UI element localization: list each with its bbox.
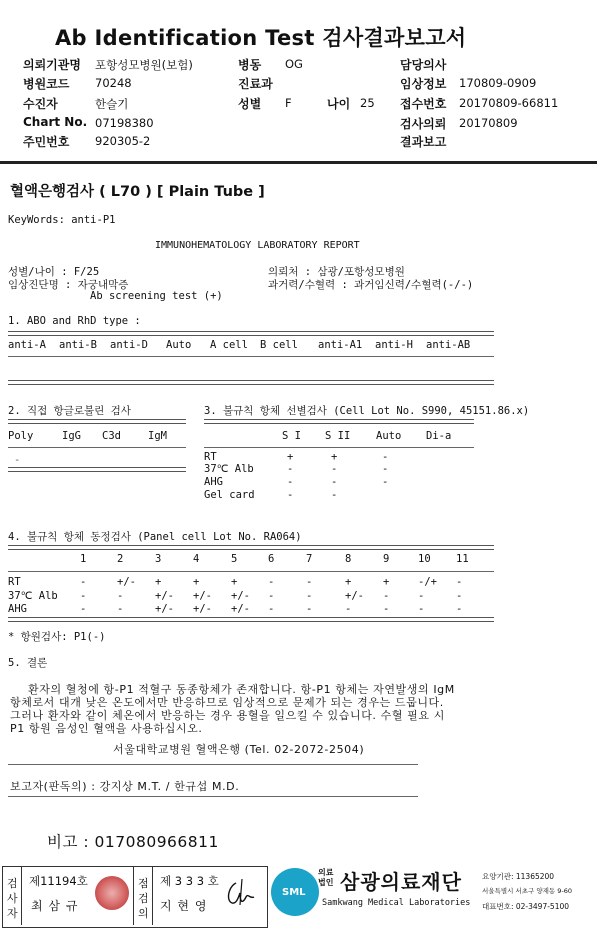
- header-label: 성별: [238, 97, 262, 111]
- panel-cell: +/-: [155, 590, 174, 602]
- dat-col: IgG: [62, 430, 81, 442]
- panel-cell: +/-: [193, 590, 212, 602]
- screen-col: S II: [325, 430, 351, 442]
- panel-cell: -/+: [418, 576, 437, 588]
- dat-col: IgM: [148, 430, 167, 442]
- abo-col: anti-H: [375, 339, 413, 351]
- panel-row-label: 37℃ Alb: [8, 590, 58, 602]
- section-title: 혈액은행검사 ( L70 ) [ Plain Tube ]: [10, 184, 265, 200]
- panel-cell: +/-: [345, 590, 364, 602]
- org-name: 삼광의료재단: [340, 870, 462, 894]
- divider: [8, 447, 186, 448]
- abo-col: anti-AB: [426, 339, 471, 351]
- divider: [8, 467, 186, 472]
- screen-cell: +: [331, 451, 338, 463]
- panel-cell: -: [306, 603, 313, 615]
- org-code: 요양기관: 11365200: [482, 872, 555, 881]
- org-en: Samkwang Medical Laboratories: [322, 898, 471, 908]
- panel-row-label: AHG: [8, 603, 27, 615]
- divider: [8, 545, 494, 550]
- panel-row-label: RT: [8, 576, 21, 588]
- header-value: 한슬기: [95, 97, 129, 111]
- screen-row-label: Gel card: [204, 489, 255, 501]
- panel-cell: -: [117, 590, 124, 602]
- divider: [8, 419, 186, 424]
- header-value: OG: [285, 57, 303, 71]
- panel-col: 7: [306, 553, 313, 565]
- panel-cell: -: [456, 576, 463, 588]
- panel-cell: +: [193, 576, 200, 588]
- screen-cell: +: [287, 451, 294, 463]
- reviewer-label: 의: [138, 907, 149, 920]
- conclusion-line: 환자의 혈청에 항-P1 적혈구 동종항체가 존재합니다. 항-P1 항체는 자연발생의 IgM: [28, 683, 455, 696]
- panel-cell: -: [117, 603, 124, 615]
- screen-row-label: 37℃ Alb: [204, 463, 254, 475]
- header-value: 25: [360, 96, 375, 110]
- panel-col: 6: [268, 553, 275, 565]
- header-label: 담당의사: [400, 58, 447, 72]
- header-label: 주민번호: [23, 135, 70, 149]
- panel-cell: -: [383, 603, 390, 615]
- header-label: 검사의뢰: [400, 117, 447, 131]
- tester-name: 최 삼 규: [31, 899, 79, 913]
- divider: [8, 617, 494, 622]
- panel-cell: +/-: [231, 603, 250, 615]
- abo-col: Auto: [166, 339, 192, 351]
- panel-col: 11: [456, 553, 469, 565]
- screen-cell: -: [287, 476, 294, 488]
- header-label: 진료과: [238, 77, 273, 91]
- panel-col: 1: [80, 553, 87, 565]
- panel-col: 10: [418, 553, 431, 565]
- header-divider: [0, 161, 597, 164]
- conclusion-line: 항체로서 대개 낮은 온도에서만 반응하므로 임상적으로 문제가 되는 경우는 드뭅니다.: [10, 696, 444, 709]
- panel-cell: +: [231, 576, 238, 588]
- header-label: 나이: [327, 97, 351, 111]
- panel-cell: -: [80, 603, 87, 615]
- header-label: 결과보고: [400, 135, 447, 149]
- header-value: F: [285, 96, 292, 110]
- patient-requester: 의뢰처 : 삼광/포항성모병원: [268, 266, 405, 278]
- panel-cell: -: [345, 603, 352, 615]
- tester-label: 검: [7, 877, 18, 890]
- tester-number: 제11194호: [29, 874, 88, 888]
- conclusion-heading: 5. 결론: [8, 657, 48, 669]
- panel-cell: +: [345, 576, 352, 588]
- divider: [8, 380, 494, 385]
- panel-cell: +/-: [231, 590, 250, 602]
- report-title: Ab Identification Test 검사결과보고서: [55, 26, 467, 50]
- abo-col: anti-A: [8, 339, 46, 351]
- header-label: 수진자: [23, 97, 58, 111]
- lab-report-title: IMMUNOHEMATOLOGY LABORATORY REPORT: [155, 240, 360, 251]
- header-label: Chart No.: [23, 115, 88, 129]
- stamp-seal-icon: [95, 876, 129, 910]
- abo-col: anti-D: [110, 339, 148, 351]
- dat-col: C3d: [102, 430, 121, 442]
- abo-heading: 1. ABO and RhD type :: [8, 315, 141, 327]
- sml-logo-text: SML: [282, 887, 306, 898]
- screen-cell: -: [382, 451, 389, 463]
- note: 비고 : 017080966811: [47, 833, 219, 851]
- org-address: 서울특별시 서초구 양재동 9-60: [482, 887, 573, 895]
- divider: [8, 764, 418, 765]
- panel-cell: -: [268, 590, 275, 602]
- panel-cell: -: [456, 603, 463, 615]
- signature-icon: [222, 875, 258, 911]
- reviewer-label: 검: [138, 892, 149, 905]
- screen-heading: 3. 불규칙 항체 선별검사 (Cell Lot No. S990, 45151.86.x): [204, 405, 530, 417]
- panel-cell: -: [80, 590, 87, 602]
- panel-col: 2: [117, 553, 124, 565]
- screen-col: Auto: [376, 430, 402, 442]
- panel-col: 4: [193, 553, 200, 565]
- panel-cell: -: [306, 576, 313, 588]
- screen-cell: -: [382, 463, 389, 475]
- panel-cell: +/-: [117, 576, 136, 588]
- panel-cell: -: [80, 576, 87, 588]
- header-value: 920305-2: [95, 134, 151, 148]
- header-label: 의뢰기관명: [23, 58, 81, 72]
- header-value: 70248: [95, 76, 132, 90]
- reviewer-label-cell: [133, 867, 153, 925]
- keywords: KeyWords: anti-P1: [8, 214, 116, 226]
- dat-heading: 2. 직접 항글로불린 검사: [8, 405, 131, 417]
- tester-label-cell: [3, 867, 22, 925]
- dat-col: Poly: [8, 430, 34, 442]
- header-value: 07198380: [95, 116, 154, 130]
- divider: [204, 419, 474, 424]
- header-value: 포항성모병원(보험): [95, 58, 193, 72]
- divider: [8, 796, 418, 797]
- panel-cell: +: [155, 576, 162, 588]
- header-value: 20170809-66811: [459, 96, 559, 110]
- divider: [204, 447, 474, 448]
- divider: [8, 356, 494, 357]
- reporter: 보고자(판독의) : 강지상 M.T. / 한규섭 M.D.: [10, 780, 240, 793]
- screen-col: Di-a: [426, 430, 452, 442]
- footer: [0, 863, 597, 932]
- patient-history: 과거력/수혈력 : 과거임신력/수혈력(-/-): [268, 279, 474, 291]
- header-label: 접수번호: [400, 97, 447, 111]
- patient-sex-age: 성별/나이 : F/25: [8, 266, 100, 278]
- antigen-result: * 항원검사: P1(-): [8, 631, 106, 643]
- reviewer-number: 제 3 3 3 호: [160, 874, 219, 888]
- header-label: 병동: [238, 58, 262, 72]
- lab-contact: 서울대학교병원 혈액은행 (Tel. 02-2072-2504): [113, 743, 365, 756]
- screen-cell: -: [331, 476, 338, 488]
- header-value: 20170809: [459, 116, 518, 130]
- panel-col: 8: [345, 553, 352, 565]
- screen-cell: -: [382, 476, 389, 488]
- panel-cell: -: [268, 603, 275, 615]
- panel-cell: +/-: [155, 603, 174, 615]
- abo-col: anti-A1: [318, 339, 363, 351]
- conclusion-line: P1 항원 음성인 혈액을 사용하십시오.: [10, 722, 203, 735]
- org-phone: 대표번호: 02-3497-5100: [482, 902, 570, 911]
- dat-value: -: [14, 454, 21, 466]
- screen-col: S I: [282, 430, 301, 442]
- divider: [8, 571, 494, 572]
- reviewer-label: 점: [138, 877, 149, 890]
- panel-cell: -: [383, 590, 390, 602]
- screen-cell: -: [287, 489, 294, 501]
- panel-cell: +: [383, 576, 390, 588]
- panel-cell: -: [418, 603, 425, 615]
- panel-cell: -: [268, 576, 275, 588]
- abo-col: anti-B: [59, 339, 97, 351]
- panel-col: 5: [231, 553, 238, 565]
- abo-col: A cell: [210, 339, 248, 351]
- org-prefix: 법인: [318, 878, 334, 887]
- panel-col: 3: [155, 553, 162, 565]
- screen-row-label: RT: [204, 451, 217, 463]
- panel-heading: 4. 불규칙 항체 동정검사 (Panel cell Lot No. RA064): [8, 531, 302, 543]
- patient-diagnosis: 임상진단명 : 자궁내막증: [8, 279, 129, 291]
- org-prefix: 의료: [318, 868, 334, 877]
- screen-cell: -: [331, 463, 338, 475]
- screen-row-label: AHG: [204, 476, 223, 488]
- reviewer-name: 지 현 영: [160, 899, 208, 913]
- panel-cell: -: [418, 590, 425, 602]
- screen-cell: -: [331, 489, 338, 501]
- abo-col: B cell: [260, 339, 298, 351]
- panel-cell: +/-: [193, 603, 212, 615]
- header-label: 병원코드: [23, 77, 70, 91]
- panel-cell: -: [456, 590, 463, 602]
- patient-diagnosis-2: Ab screening test (+): [90, 290, 223, 302]
- tester-label: 자: [7, 907, 18, 920]
- conclusion-line: 그러나 환자와 같이 체온에서 반응하는 경우 용혈을 일으킬 수 있습니다. 수혈 필요 시: [10, 709, 445, 722]
- panel-col: 9: [383, 553, 390, 565]
- panel-cell: -: [306, 590, 313, 602]
- screen-cell: -: [287, 463, 294, 475]
- divider: [8, 331, 494, 336]
- tester-label: 사: [7, 892, 18, 905]
- header-label: 임상정보: [400, 77, 447, 91]
- header-value: 170809-0909: [459, 76, 537, 90]
